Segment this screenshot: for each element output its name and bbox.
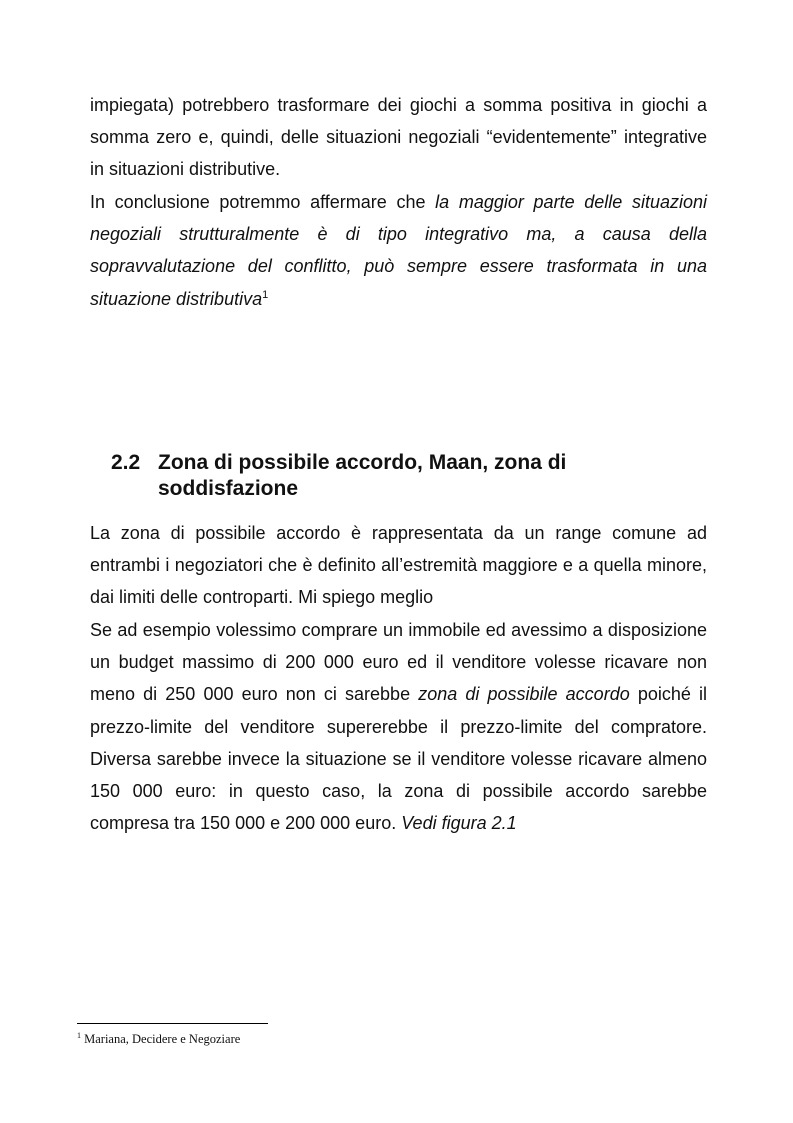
footnote-reference: 1 [262, 288, 269, 301]
paragraph-text: Se ad esempio volessimo comprare un immobile ed avessimo a disposizione un budget massimo di 200 000 euro ed il venditore volesse ricavare non meno di 250 000 euro non ci sarebbe [90, 620, 707, 705]
footnote-marker: 1 [77, 1031, 81, 1040]
section-heading [111, 450, 671, 502]
section-number: 2.2 [111, 451, 141, 474]
section-title: Zona di possibile accordo, Maan, zona di soddisfazione [158, 451, 567, 500]
paragraph-lead-text: In conclusione potremmo affermare che [90, 192, 436, 212]
paragraph-text: impiegata) potrebbero trasformare dei giochi a somma positiva in giochi a somma zero e, quindi, delle situazioni negoziali “evidentemente” integrative in situazioni distributive. [90, 95, 707, 180]
figure-reference: Vedi figura 2.1 [401, 813, 517, 834]
footnote-text: Mariana, Decidere e Negoziare [81, 1032, 241, 1046]
paragraph-definition [90, 517, 707, 614]
paragraph-text: La zona di possibile accordo è rappresentata da un range comune ad entrambi i negoziatori che è definito all’estremità maggiore e a quella minore, dai limiti delle controparti. Mi spiego meglio [90, 523, 707, 608]
paragraph-continuation [90, 89, 707, 186]
footnote-separator [77, 1023, 268, 1024]
footnote [77, 1031, 240, 1047]
paragraph-example [90, 614, 707, 839]
emphasized-term: zona di possibile accordo [418, 684, 630, 705]
paragraph-text: poiché il prezzo-limite del venditore supererebbe il prezzo-limite del compratore. Diversa sarebbe invece la situazione se il venditore volesse ricavare almeno 150 000 euro: in questo caso, la zona di possibile accordo sarebbe compresa tra 150 000 e 200 000 euro. [90, 684, 708, 834]
emphasized-statement: la maggior parte delle situazioni negoziali strutturalmente è di tipo integrativo ma, a causa della sopravvalutazione del conflitto, può sempre essere trasformata in una situazione distributiva [90, 192, 707, 309]
paragraph-conclusion [90, 186, 707, 315]
